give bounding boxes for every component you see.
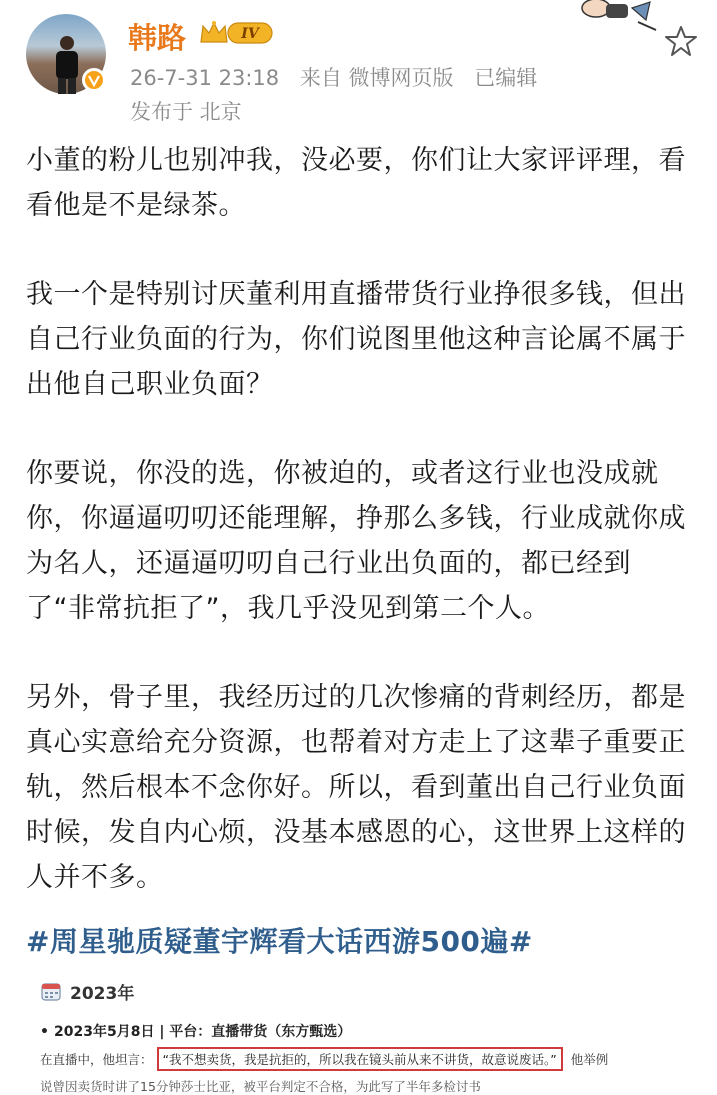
- post-header: [0, 0, 717, 140]
- post-edited-label[interactable]: 已编辑: [474, 66, 538, 90]
- verified-badge-icon: [82, 68, 106, 92]
- year-row: [40, 975, 700, 1007]
- topic-hashtag-link[interactable]: #周星驰质疑董宇辉看大话西游500遍#: [26, 925, 533, 958]
- year-heading: 2023年: [70, 983, 135, 1004]
- entry-continued: 说曾因卖货时讲了15分钟莎士比亚，被平台判定不合格，为此写了半年多检讨书: [40, 1079, 481, 1094]
- post-location: 发布于 北京: [130, 100, 242, 124]
- calendar-icon: [40, 980, 62, 1002]
- entry-prefix: 在直播中，他坦言：: [40, 1052, 153, 1067]
- post-timestamp: 26-7-31 23:18: [130, 66, 280, 90]
- entry-title: • 2023年5月8日 | 平台：直播带货（东方甄选）: [40, 1024, 352, 1040]
- author-name[interactable]: 韩路: [128, 21, 187, 55]
- post-paragraph: 我一个是特别讨厌董利用直播带货行业挣很多钱，但出自己行业负面的行为，你们说图里他这种言论属不属于出他自己职业负面？: [26, 279, 686, 400]
- post-body: [26, 138, 696, 944]
- entry-body: [40, 1047, 700, 1071]
- post-meta: [130, 62, 551, 92]
- star-icon[interactable]: [664, 24, 698, 58]
- decorative-sticker-icon: [572, 0, 662, 40]
- highlighted-quote: “我不想卖货，我是抗拒的，所以我在镜头前从来不讲货，故意说废话。”: [157, 1047, 563, 1071]
- post-paragraph: 你要说，你没的选，你被迫的，或者这行业也没成就你，你逼逼叨叨还能理解，挣那么多钱，行业成就你成为名人，还逼逼叨叨自己行业出负面的，都已经到了“非常抗拒了”，我几乎没见到第二个人。: [26, 458, 686, 624]
- embedded-screenshot[interactable]: [40, 975, 700, 1094]
- post-paragraph: 另外，骨子里，我经历过的几次惨痛的背刺经历，都是真心实意给充分资源，也帮着对方走上了这辈子重要正轨，然后根本不念你好。所以，看到董出自己行业负面时候，发自内心烦，没基本感恩的心，这世界上这样的人并不多。: [26, 682, 686, 893]
- entry-suffix: 他举例: [570, 1052, 609, 1067]
- crown-level-icon[interactable]: [198, 18, 276, 48]
- avatar-person-figure: [52, 34, 82, 94]
- post-source[interactable]: 来自 微博网页版: [299, 66, 454, 90]
- post-paragraph: 小董的粉儿也别冲我，没必要，你们让大家评评理，看看他是不是绿茶。: [26, 145, 686, 221]
- level-badge-text: IV: [241, 26, 259, 42]
